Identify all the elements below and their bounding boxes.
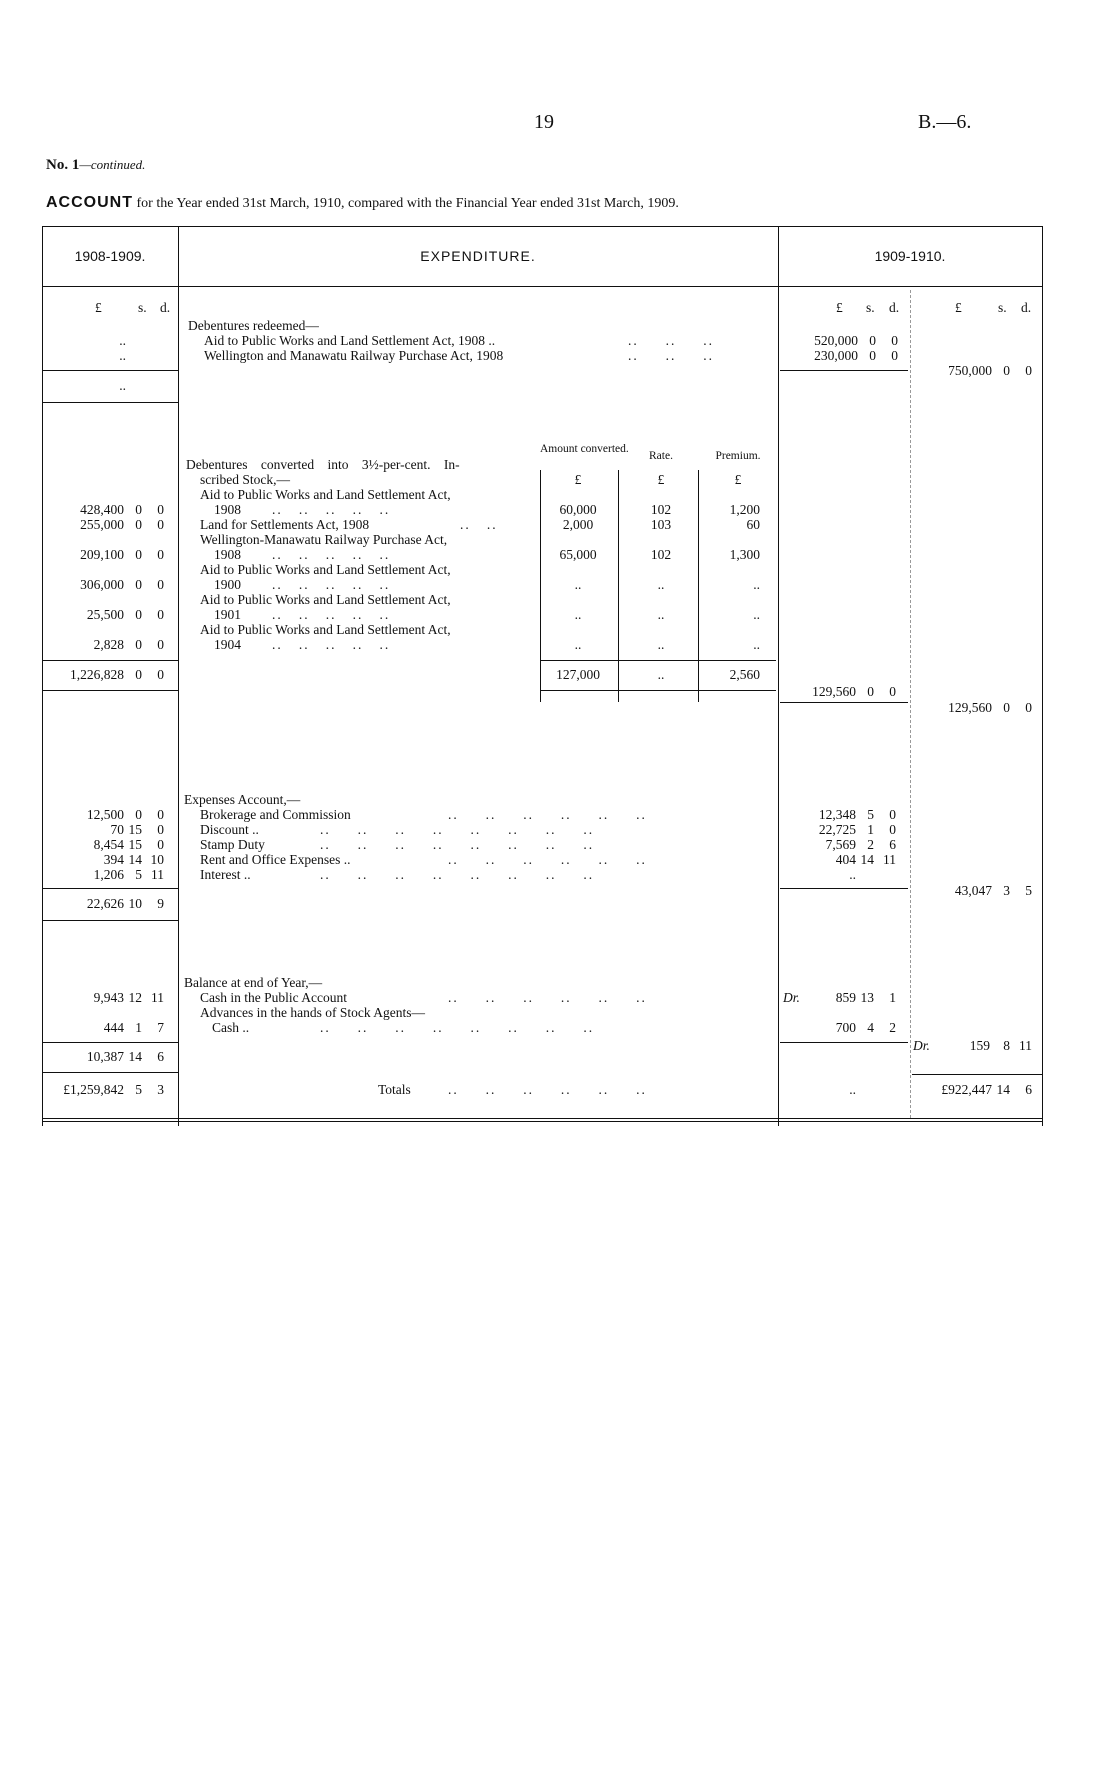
- premium: ..: [753, 577, 760, 592]
- rate: ..: [657, 607, 665, 622]
- premium: 60: [746, 517, 760, 532]
- prev-amount: 209,100: [80, 547, 124, 562]
- mid-total: ..: [849, 1082, 856, 1097]
- shillings: 0: [869, 348, 876, 363]
- line-item-label: Advances in the hands of Stock Agents—: [200, 1005, 425, 1020]
- line-item-label: Wellington-Manawatu Railway Purchase Act,: [200, 532, 448, 547]
- rate: ..: [657, 637, 665, 652]
- prev-grand-total-pence: 3: [157, 1082, 164, 1097]
- prev-shillings: 1: [135, 1020, 142, 1035]
- prev-amount: 394: [103, 852, 124, 867]
- line-item-label: Aid to Public Works and Land Settlement Act,: [200, 592, 451, 607]
- line-item-label: Stamp Duty: [200, 837, 265, 852]
- amount: 12,348: [818, 807, 856, 822]
- line-item-label: Discount ..: [200, 822, 259, 837]
- shillings-symbol: s.: [138, 300, 147, 315]
- shillings: 13: [860, 990, 874, 1005]
- sub-header-rate: Rate.: [649, 450, 673, 462]
- prev-subtotal: 10,387: [86, 1049, 124, 1064]
- shillings: 1: [867, 822, 874, 837]
- prev-amount: 70: [110, 822, 124, 837]
- section-total-shillings: 3: [1003, 883, 1010, 898]
- amount-converted: 60,000: [559, 502, 597, 517]
- shillings: 4: [867, 1020, 874, 1035]
- prev-pence: 7: [157, 1020, 164, 1035]
- pence: 1: [889, 990, 896, 1005]
- prev-shillings: 0: [135, 577, 142, 592]
- column-header-1908: 1908-1909.: [74, 248, 146, 264]
- section-total-shillings: 0: [1003, 363, 1010, 378]
- premium: 1,300: [729, 547, 760, 562]
- prev-grand-total: £1,259,842: [63, 1082, 124, 1097]
- shillings-symbol: s.: [866, 300, 875, 315]
- prev-pence: 0: [157, 502, 164, 517]
- section-total: 43,047: [954, 883, 992, 898]
- section-total-pence: 5: [1025, 883, 1032, 898]
- shillings-symbol: s.: [998, 300, 1007, 315]
- pence: 2: [889, 1020, 896, 1035]
- prev-shillings: 0: [135, 637, 142, 652]
- rate: ..: [657, 577, 665, 592]
- amount-converted: ..: [574, 637, 582, 652]
- prev-shillings: 15: [128, 822, 142, 837]
- amount: 859: [835, 990, 856, 1005]
- leader-dots: .. .. .. .. .. ..: [448, 1082, 647, 1097]
- prev-pence: 10: [150, 852, 164, 867]
- prev-subtotal-shillings: 14: [128, 1049, 142, 1064]
- rate: 103: [650, 517, 672, 532]
- line-item-label: 1904: [214, 637, 241, 652]
- leader-dots: .. .. .. .. ..: [272, 577, 391, 592]
- pound-symbol: £: [95, 300, 102, 315]
- continued-label: —continued.: [79, 157, 146, 172]
- amount: ..: [849, 867, 856, 882]
- line-item-label: Aid to Public Works and Land Settlement Act,: [200, 487, 451, 502]
- prev-pence: 0: [157, 637, 164, 652]
- pence: 0: [891, 348, 898, 363]
- pence-symbol: d.: [1021, 300, 1032, 315]
- line-item-label: 1908: [214, 502, 241, 517]
- premium: ..: [753, 637, 760, 652]
- amount: 230,000: [814, 348, 858, 363]
- page-reference: B.—6.: [918, 111, 972, 133]
- sub-header-amount: Amount converted.: [540, 443, 629, 455]
- prev-shillings: 0: [135, 517, 142, 532]
- prev-amount: 25,500: [86, 607, 124, 622]
- leader-dots: .. .. ..: [628, 333, 714, 348]
- amount: 520,000: [814, 333, 858, 348]
- sub-header-premium: Premium.: [715, 450, 761, 462]
- amount-converted: ..: [574, 607, 582, 622]
- prev-shillings: 0: [135, 502, 142, 517]
- line-item-label: Interest ..: [200, 867, 251, 882]
- prev-amount: 8,454: [93, 837, 124, 852]
- section-heading-cont: scribed Stock,—: [200, 472, 290, 487]
- amount-converted-total: 127,000: [556, 667, 600, 682]
- prev-pence: 0: [157, 547, 164, 562]
- leader-dots: .. .. .. .. .. .. .. ..: [320, 837, 595, 852]
- sub-unit-amount: £: [574, 472, 582, 487]
- sub-unit-premium: £: [734, 472, 742, 487]
- column-header-1910: 1909-1910.: [874, 248, 946, 264]
- leader-dots: .. .. .. .. .. .. .. ..: [320, 1020, 595, 1035]
- prev-subtotal-pence: 0: [157, 667, 164, 682]
- prev-amount: 9,943: [93, 990, 124, 1005]
- shillings: 0: [869, 333, 876, 348]
- prev-pence: 0: [157, 607, 164, 622]
- page-number: 19: [534, 111, 554, 133]
- prev-pence: 11: [151, 990, 164, 1005]
- line-item-label: Brokerage and Commission: [200, 807, 351, 822]
- account-subtitle: for the Year ended 31st March, 1910, compared with the Financial Year ended 31st March, 1909.: [136, 196, 679, 211]
- line-item-label: Cash in the Public Account: [200, 990, 347, 1005]
- premium-total: 2,560: [729, 667, 760, 682]
- prev-shillings: 0: [135, 607, 142, 622]
- section-total: 129,560: [948, 700, 992, 715]
- prev-shillings: 14: [128, 852, 142, 867]
- grand-total: £922,447: [941, 1082, 992, 1097]
- prev-amount: 306,000: [80, 577, 124, 592]
- prev-subtotal: 22,626: [86, 896, 124, 911]
- prev-amount: 255,000: [80, 517, 124, 532]
- pence-symbol: d.: [889, 300, 900, 315]
- leader-dots: .. .. .. .. .. ..: [448, 990, 647, 1005]
- prev-amount: 428,400: [80, 502, 124, 517]
- grand-total-shillings: 14: [996, 1082, 1010, 1097]
- prev-amount: 444: [103, 1020, 124, 1035]
- prev-pence: 0: [157, 577, 164, 592]
- prev-subtotal: 1,226,828: [70, 667, 124, 682]
- shillings: 14: [860, 852, 874, 867]
- prev-subtotal-shillings: 0: [135, 667, 142, 682]
- totals-label: Totals: [378, 1082, 411, 1097]
- section-heading: Debentures redeemed—: [188, 318, 319, 333]
- table-number: [46, 157, 145, 174]
- prev-shillings: 0: [135, 807, 142, 822]
- leader-dots: .. .. .. .. .. .. .. ..: [320, 867, 595, 882]
- premium: ..: [753, 607, 760, 622]
- leader-dots: .. .. .. .. ..: [272, 502, 391, 517]
- leader-dots: .. .. .. .. ..: [272, 607, 391, 622]
- premium: 1,200: [729, 502, 760, 517]
- line-item-label: Cash ..: [212, 1020, 250, 1035]
- column-header-expenditure: EXPENDITURE.: [420, 248, 536, 264]
- subtotal-pence: 0: [889, 684, 896, 699]
- pence-symbol: d.: [160, 300, 171, 315]
- debit-prefix: Dr.: [783, 990, 800, 1005]
- prev-pence: 0: [157, 837, 164, 852]
- pence: 0: [889, 807, 896, 822]
- leader-dots: .. .. .. .. ..: [272, 637, 391, 652]
- subtotal: 129,560: [812, 684, 856, 699]
- no-label: No. 1: [46, 157, 80, 173]
- prev-amount: 1,206: [93, 867, 124, 882]
- section-total: 750,000: [948, 363, 992, 378]
- leader-dots: .. .. ..: [628, 348, 714, 363]
- leader-dots: .. ..: [460, 517, 498, 532]
- prev-subtotal-pence: 6: [157, 1049, 164, 1064]
- line-item-label: Aid to Public Works and Land Settlement Act,: [200, 622, 451, 637]
- prev-amount: ..: [119, 333, 126, 348]
- amount: 7,569: [825, 837, 856, 852]
- prev-amount: 2,828: [93, 637, 124, 652]
- shillings: 5: [867, 807, 874, 822]
- shillings: 2: [867, 837, 874, 852]
- pence: 0: [889, 822, 896, 837]
- prev-shillings: 5: [135, 867, 142, 882]
- line-item-label: 1901: [214, 607, 241, 622]
- rate: 102: [650, 502, 672, 517]
- pence: 0: [891, 333, 898, 348]
- debit-prefix: Dr.: [913, 1038, 930, 1053]
- pence: 11: [883, 852, 896, 867]
- grand-total-pence: 6: [1025, 1082, 1032, 1097]
- amount-converted: ..: [574, 577, 582, 592]
- section-total-shillings: 8: [1003, 1038, 1010, 1053]
- prev-subtotal-pence: 9: [157, 896, 164, 911]
- section-heading: Balance at end of Year,—: [184, 975, 323, 990]
- account-word: ACCOUNT: [46, 194, 133, 211]
- subtotal-shillings: 0: [867, 684, 874, 699]
- pence: 6: [889, 837, 896, 852]
- line-item-label: 1900: [214, 577, 241, 592]
- amount: 700: [835, 1020, 856, 1035]
- pound-symbol: £: [955, 300, 962, 315]
- prev-pence: 0: [157, 807, 164, 822]
- line-item-label: Aid to Public Works and Land Settlement Act,: [200, 562, 451, 577]
- leader-dots: .. .. .. .. ..: [272, 547, 391, 562]
- section-total-pence: 0: [1025, 363, 1032, 378]
- prev-subtotal-shillings: 10: [128, 896, 142, 911]
- prev-pence: 0: [157, 822, 164, 837]
- section-total-pence: 11: [1019, 1038, 1032, 1053]
- section-heading: Debentures converted into 3½-per-cent. In-: [186, 457, 460, 472]
- leader-dots: .. .. .. .. .. .. .. ..: [320, 822, 595, 837]
- section-heading: Expenses Account,—: [184, 792, 301, 807]
- leader-dots: .. .. .. .. .. ..: [448, 807, 647, 822]
- line-item-label: Land for Settlements Act, 1908: [200, 517, 370, 532]
- rate-total: ..: [657, 667, 665, 682]
- amount-converted: 2,000: [562, 517, 594, 532]
- line-item-label: Aid to Public Works and Land Settlement Act, 1908 ..: [204, 333, 496, 348]
- line-item-label: Wellington and Manawatu Railway Purchase Act, 1908: [204, 348, 504, 363]
- rate: 102: [650, 547, 672, 562]
- prev-amount: 12,500: [86, 807, 124, 822]
- amount: 404: [835, 852, 856, 867]
- prev-shillings: 15: [128, 837, 142, 852]
- prev-amount: ..: [119, 348, 126, 363]
- pound-symbol: £: [836, 300, 843, 315]
- amount: 22,725: [818, 822, 856, 837]
- prev-shillings: 12: [128, 990, 142, 1005]
- sub-unit-rate: £: [657, 472, 665, 487]
- prev-shillings: 0: [135, 547, 142, 562]
- line-item-label: 1908: [214, 547, 241, 562]
- section-total-pence: 0: [1025, 700, 1032, 715]
- line-item-label: Rent and Office Expenses ..: [200, 852, 351, 867]
- account-title: [46, 194, 679, 212]
- prev-pence: 0: [157, 517, 164, 532]
- section-total: 159: [969, 1038, 990, 1053]
- section-total-shillings: 0: [1003, 700, 1010, 715]
- prev-pence: 11: [151, 867, 164, 882]
- prev-grand-total-shillings: 5: [135, 1082, 142, 1097]
- amount-converted: 65,000: [559, 547, 597, 562]
- leader-dots: .. .. .. .. .. ..: [448, 852, 647, 867]
- prev-subtotal: ..: [119, 378, 126, 393]
